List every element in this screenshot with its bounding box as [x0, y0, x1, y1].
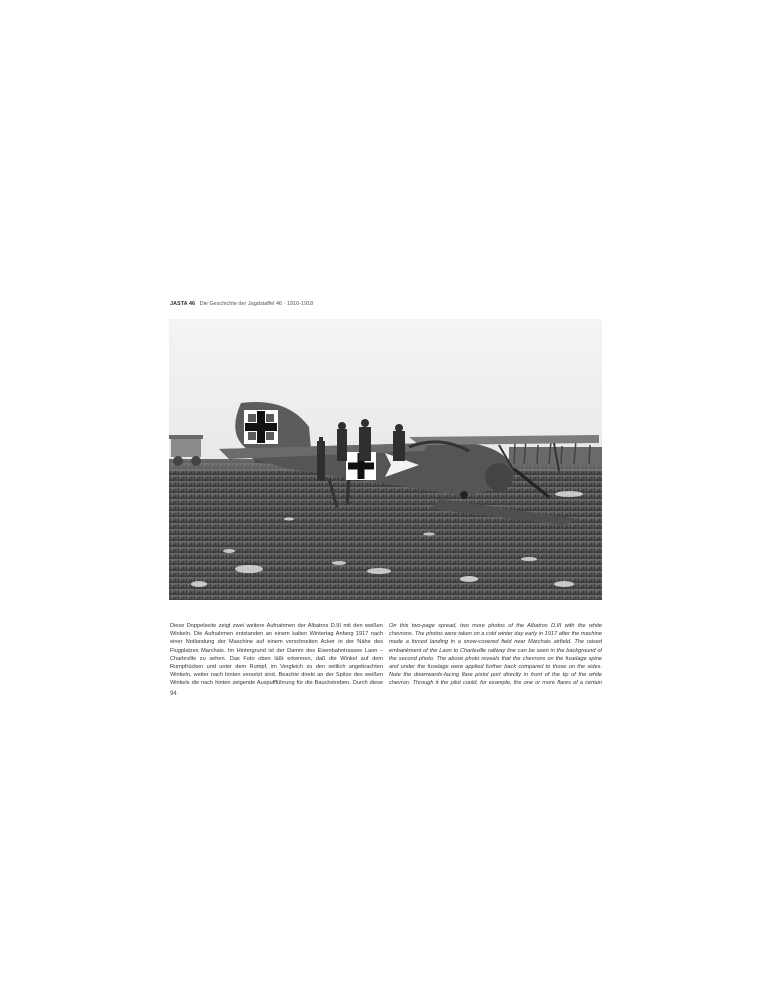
caption-german: Diese Doppelseite zeigt zwei weitere Aufnahmen der Albatros D.III mit den weißen Winkeln. Die Aufnahmen entstanden an einem kalten Wintertag Anfang 1917 nach einer Notlandung der Maschine auf einem verschneiten Acker in der Nähe des Flugplatzes Marchais. Im Hintergrund ist der Damm des Eisenbahntrassee Laon – Charleville zu sehen. Das Foto oben läßt erkennen, daß die Winkel auf dem Rumpfrücken und unter dem Rumpf, im Vergleich zu den seitlich angebrachten Winkeln, weiter nach hinten versetzt sind. Beachte direkt an der Spitze des weißen Winkels die nach hinten zeigende Auspuffführung für die Bauchstreben. Durch diese — [170, 623, 383, 686]
caption-english: On this two-page spread, two more photos of the Albatros D.III with the white chevrons. The photos were taken on a cold winter day early in 1917 after the machine made a forced landing in a snow-covered field near Marchais airfield. The raised embankment of the Laon to Charleville railway line can be seen in the background of the second photo. The above photo reveals that the chevrons on the fuselage spine and under the fuselage were applied further back compared to those on the sides. Note the downwards-facing flare pistol port directly in front of the tip of the white chevron. Through it the pilot could, for example, fire one or more flares of a certain — [389, 623, 602, 686]
page-number: 94 — [170, 691, 177, 697]
aircraft-photo — [169, 319, 602, 600]
running-head-subtitle: Die Geschichte der Jagdstaffel 46 · 1916-1918 — [199, 301, 314, 307]
running-head-section: JASTA 46 — [170, 301, 196, 307]
running-head — [170, 298, 602, 310]
iron-cross-icon — [244, 410, 278, 444]
